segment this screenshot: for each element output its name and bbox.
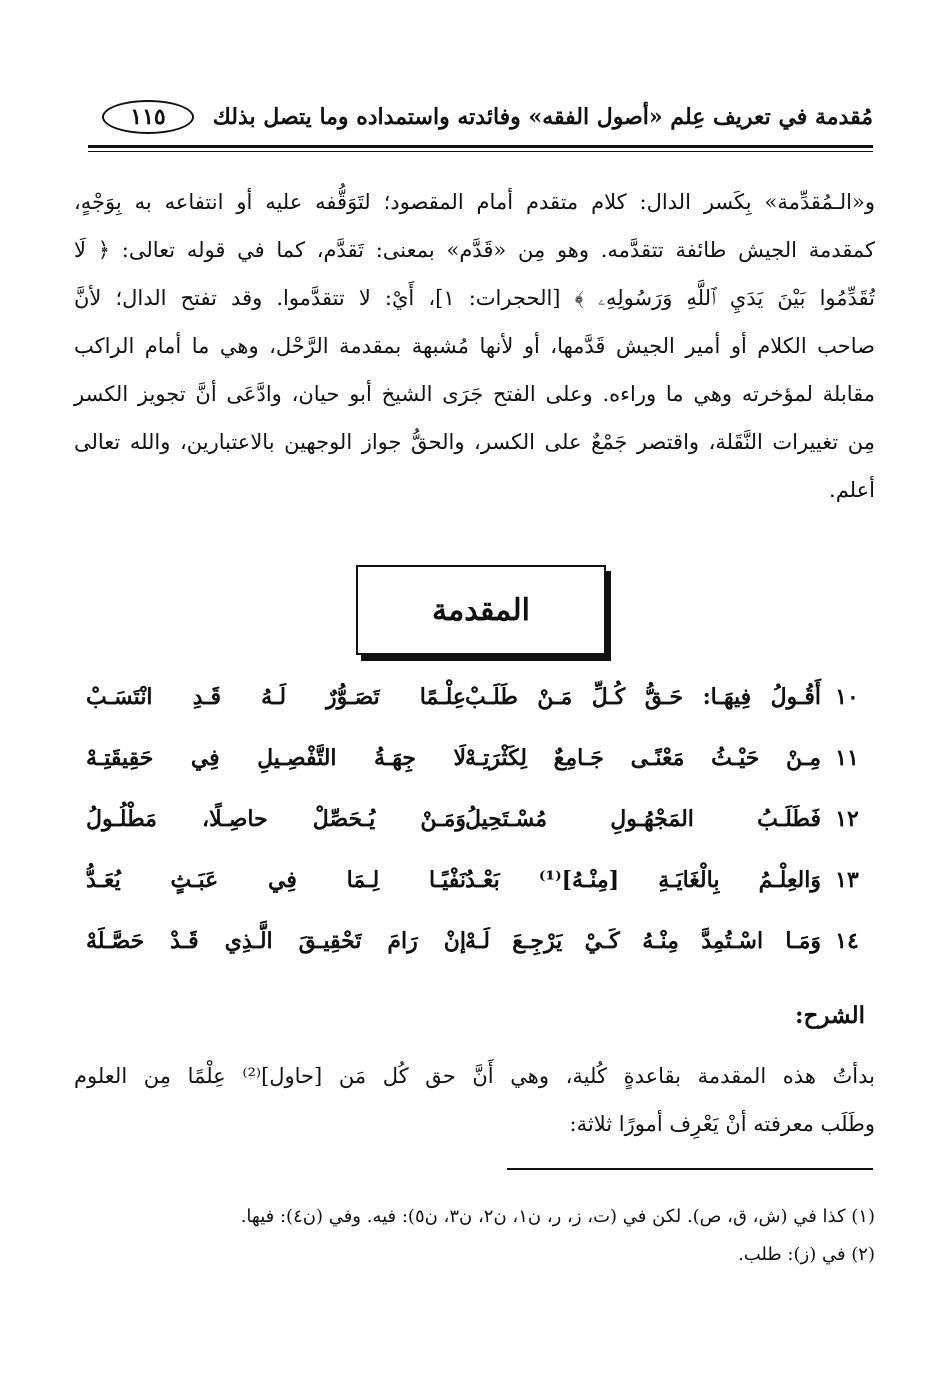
verse-first-hemistich: وَالعِلْـمُ بِالْغَايَـةِ [مِنْـهُ]⁽¹⁾ بَعْـدُ <box>465 867 821 893</box>
text-line: و«الـمُقدِّمة» بِكَسر الدال: كلام متقدم أمام المقصود؛ لتَوَقُّفه عليه أو انتفاعه به بِوَجْهٍ، <box>74 190 875 214</box>
verse-line <box>86 731 865 792</box>
text-line: مِن تغييرات النَّقَلة، واقتصر جَمْعٌ على الكسر، والحقُّ جواز الوجهين بالاعتبارين، والله تعالى <box>74 430 875 454</box>
text-line: أعلم. <box>829 478 875 502</box>
section-heading: المقدمة <box>432 592 530 628</box>
section-heading-box <box>356 565 606 655</box>
footnote-rule <box>507 1168 873 1170</box>
header-title: مُقدمة في تعريف عِلم «أصول الفقه» وفائدته واستمداده وما يتصل بذلك <box>212 104 873 130</box>
verse-line <box>86 853 865 914</box>
running-header <box>88 100 873 142</box>
verse-number: ١٠ <box>835 684 859 710</box>
text-line: مقابلة لمؤخرته وهي ما وراءه. وعلى الفتح جَرَى الشيخ أبو حيان، وادَّعَى أنَّ تجويز الكسر <box>74 382 875 406</box>
verse-second-hemistich: إنْ رَامَ تَحْقِيـقَ الَّـذِي قَـدْ حَصَّـلَهْ <box>86 928 466 954</box>
verse-number: ١١ <box>835 745 859 771</box>
footnote: (٢) في (ز): طلب. <box>738 1244 875 1265</box>
text-line: بدأتُ هذه المقدمة بقاعدةٍ كُلية، وهي أَنَّ حق كُل مَن [حاول]⁽²⁾ عِلْمًا مِن العلوم <box>74 1064 875 1088</box>
verse-second-hemistich: لَا جِهَـةُ التَّفْصِـيلِ فِي حَقِيقَتِـهْ <box>86 745 466 771</box>
verse-second-hemistich: عِلْـمًا تَصَـوُّرٌ لَـهُ قَـدِ انْتَسَـبْ <box>86 684 466 710</box>
verse-line <box>86 670 865 731</box>
header-rule-thin <box>88 151 873 152</box>
text-line: تُقَدِّمُوا بَيْنَ يَدَيِ ٱللَّهِ وَرَسُولِهِۦ ﴾ [الحجرات: ١]، أَيْ: لا تتقدَّموا. وقد تفتح الدال؛ لأنَّ <box>74 286 875 310</box>
text-line: صاحب الكلام أو أمير الجيش قَدَّمها، أو لأنها مُشبهة بمقدمة الرَّحْل، وهي ما أمام الراكب <box>74 334 875 358</box>
intro-paragraph <box>74 178 875 514</box>
verse-number: ١٤ <box>835 928 859 954</box>
footnote: (١) كذا في (ش، ق، ص). لكن في (ت، ز، ر، ن١، ن٢، ن٣، ن٥): فيه. وفي (ن٤): فيها. <box>240 1206 875 1227</box>
sharh-paragraph <box>74 1052 875 1148</box>
verse-first-hemistich: فَطَلَـبُ المَجْهُـولِ مُسْـتَحِيلُ <box>465 806 821 832</box>
header-rule-thick <box>88 145 873 148</box>
verse-line <box>86 792 865 853</box>
sharh-label: الشرح: <box>795 1002 865 1029</box>
verse-number: ١٣ <box>835 867 859 893</box>
verse-first-hemistich: وَمَـا اسْـتُمِدَّ مِنْـهُ كَـيْ يَرْجِـعَ لَـهْ <box>465 928 821 954</box>
verse-second-hemistich: وَمَـنْ يُـحَصِّلْ حاصِـلًا، مَطْلُـولُ <box>86 806 466 832</box>
text-line: كمقدمة الجيش طائفة تتقدَّمه. وهو مِن «قَدَّم» بمعنى: تَقدَّم، كما في قوله تعالى: ﴿ لَا <box>74 238 875 262</box>
verse-line <box>86 914 865 975</box>
verse-second-hemistich: نَفْيًـا لِـمَا فِي عَبَـثٍ يُعَـدُّ <box>86 867 466 893</box>
footnotes <box>60 1198 875 1274</box>
page-number: ١١٥ <box>102 100 194 134</box>
text-line: وطَلَب معرفته أنْ يَعْرِف أمورًا ثلاثة: <box>569 1112 875 1136</box>
verse-first-hemistich: مِـنْ حَيْـثُ مَعْنًـى جَـامِعٌ لِكَثْرَتِـهْ <box>465 745 821 771</box>
verses-block <box>86 670 865 975</box>
verse-first-hemistich: أَقُـولُ فِيهَـا: حَـقُّ كُـلِّ مَـنْ طَلَـبْ <box>465 684 821 710</box>
verse-number: ١٢ <box>835 806 859 832</box>
